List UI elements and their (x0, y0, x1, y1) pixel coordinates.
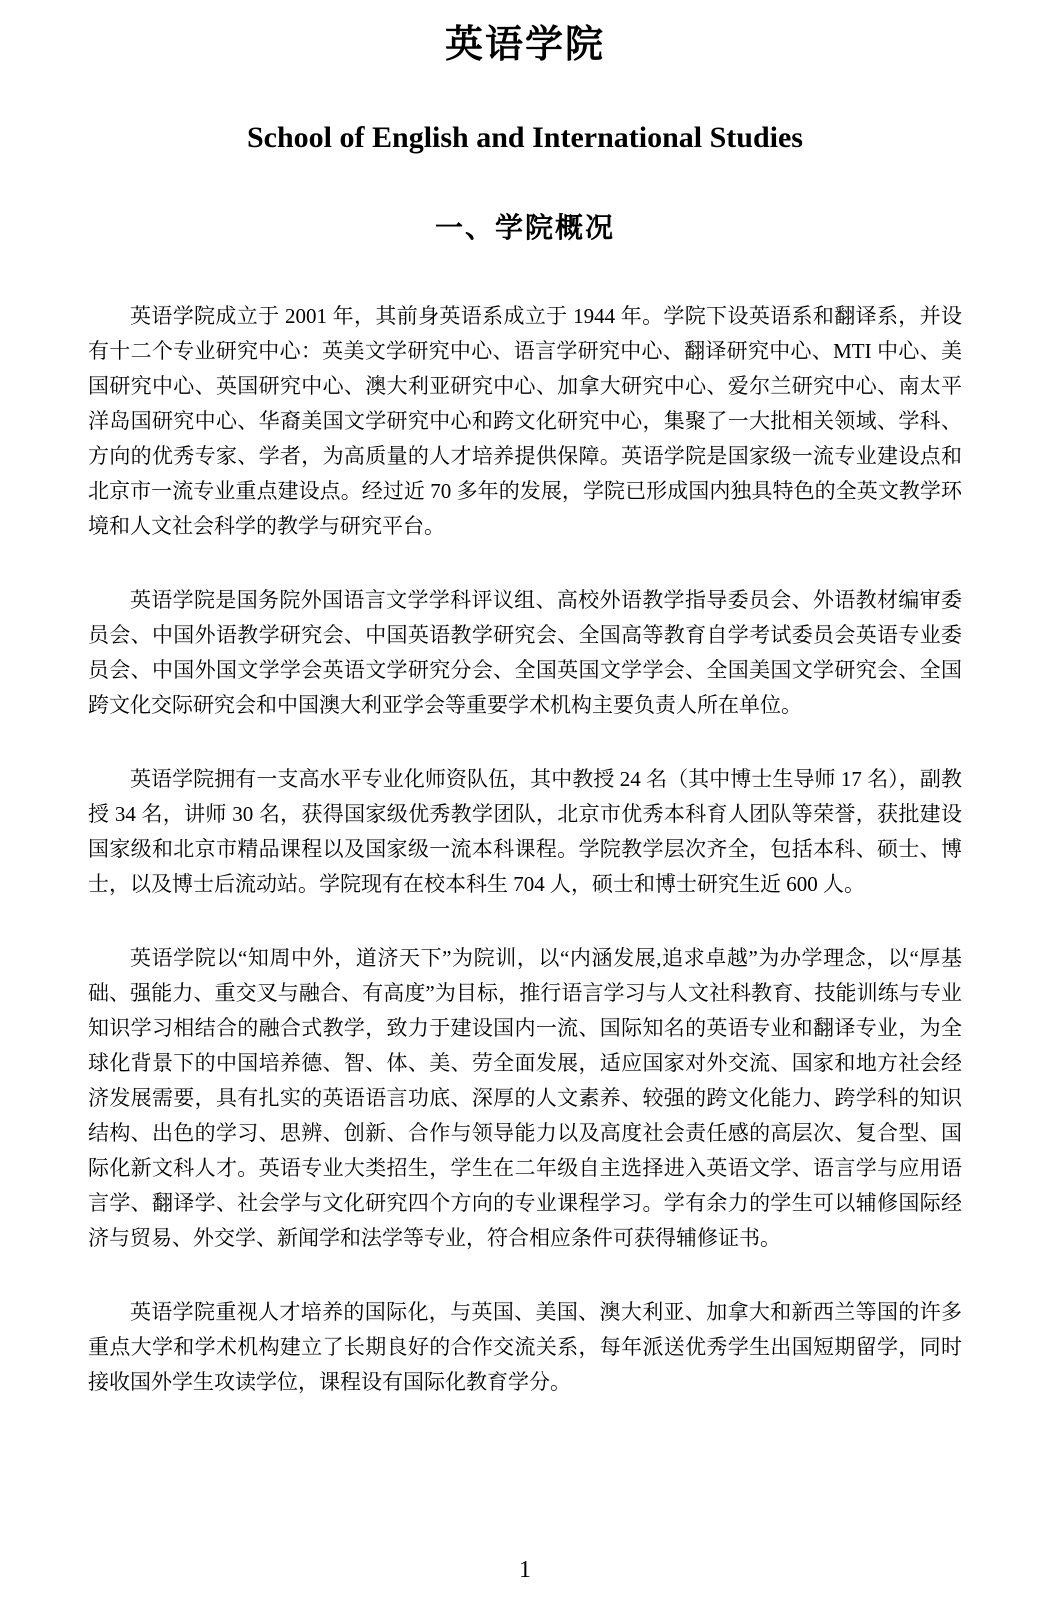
paragraph-academic-organizations: 英语学院是国务院外国语言文学学科评议组、高校外语教学指导委员会、外语教材编审委员会、中国外语教学研究会、中国英语教学研究会、全国高等教育自学考试委员会英语专业委员会、中国外国文学学会英语文学研究分会、全国英国文学学会、全国美国文学研究会、全国跨文化交际研究会和中国澳大利亚学会等重要学术机构主要负责人所在单位。 (88, 587, 962, 717)
page-number: 1 (519, 1557, 531, 1583)
paragraph-faculty: 英语学院拥有一支高水平专业化师资队伍，其中教授 24 名（其中博士生导师 17 名），副教授 34 名，讲师 30 名，获得国家级优秀教学团队，北京市优秀本科育人团队等荣誉，获批建设国家级和北京市精品课程以及国家级一流本科课程。学院教学层次齐全，包括本科、硕士、博士，以及博士后流动站。学院现有在校本科生 704 人，硕士和博士研究生近 600 人。 (88, 766, 962, 896)
page-title-chinese: 英语学院 (444, 24, 605, 66)
body-text (88, 299, 962, 1400)
page-content (88, 26, 962, 1400)
section-heading: 一、学院概况 (434, 212, 615, 244)
paragraph-overview: 英语学院成立于 2001 年，其前身英语系成立于 1944 年。学院下设英语系和翻译系，并设有十二个专业研究中心：英美文学研究中心、语言学研究中心、翻译研究中心、MTI 中心、美国研究中心、英国研究中心、澳大利亚研究中心、加拿大研究中心、爱尔兰研究中心、南太平洋岛国研究中心、华裔美国文学研究中心和跨文化研究中心，集聚了一大批相关领域、学科、方向的优秀专家、学者，为高质量的人才培养提供保障。英语学院是国家级一流专业建设点和北京市一流专业重点建设点。经过近 70 多年的发展，学院已形成国内独具特色的全英文教学环境和人文社会科学的教学与研究平台。 (88, 303, 962, 538)
page-title-english: School of English and International Studies (247, 120, 803, 154)
paragraph-mission: 英语学院以“知周中外，道济天下”为院训，以“内涵发展,追求卓越”为办学理念，以“厚基础、强能力、重交叉与融合、有高度”为目标，推行语言学习与人文社科教育、技能训练与专业知识学习相结合的融合式教学，致力于建设国内一流、国际知名的英语专业和翻译专业，为全球化背景下的中国培养德、智、体、美、劳全面发展，适应国家对外交流、国家和地方社会经济发展需要，具有扎实的英语语言功底、深厚的人文素养、较强的跨文化能力、跨学科的知识结构、出色的学习、思辨、创新、合作与领导能力以及高度社会责任感的高层次、复合型、国际化新文科人才。英语专业大类招生，学生在二年级自主选择进入英语文学、语言学与应用语言学、翻译学、社会学与文化研究四个方向的专业课程学习。学有余力的学生可以辅修国际经济与贸易、外交学、新闻学和法学等专业，符合相应条件可获得辅修证书。 (88, 945, 962, 1250)
paragraph-internationalization: 英语学院重视人才培养的国际化，与英国、美国、澳大利亚、加拿大和新西兰等国的许多重点大学和学术机构建立了长期良好的合作交流关系，每年派送优秀学生出国短期留学，同时接收国外学生攻读学位，课程设有国际化教育学分。 (88, 1299, 962, 1394)
